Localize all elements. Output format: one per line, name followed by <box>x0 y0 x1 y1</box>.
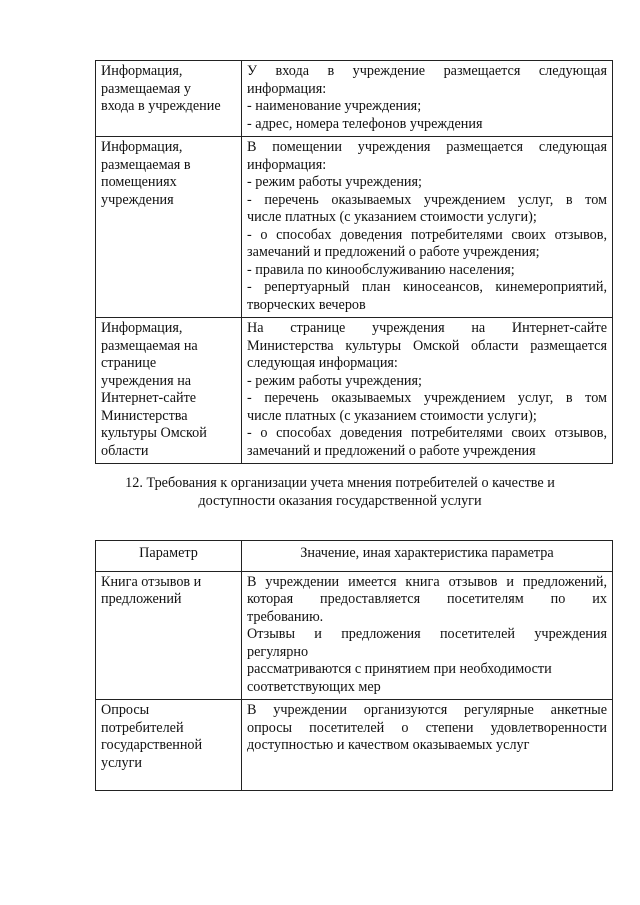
value-line: В учреждении организуются регулярные анкетные <box>247 702 607 718</box>
value-line: - о способах доведения потребителями своих отзывов, <box>247 425 607 441</box>
info-placement-table <box>95 60 613 464</box>
value-line: Министерства культуры Омской области размещается <box>247 337 607 354</box>
value-line: числе платных (с указанием стоимости услуги); <box>247 407 537 424</box>
value-line: регулярно <box>247 643 309 660</box>
value-line: следующая информация: <box>247 355 398 371</box>
value-line: - перечень оказываемых учреждением услуг, в том <box>247 191 607 208</box>
table-row <box>96 137 613 318</box>
value-line: - о способах доведения потребителями своих отзывов, <box>247 226 607 243</box>
value-line: В помещении учреждения размещается следующая <box>247 139 607 155</box>
value-line: опросы посетителей о степени удовлетворенности <box>247 719 607 736</box>
value-line: - адрес, номера телефонов учреждения <box>247 115 483 132</box>
value-line: - наименование учреждения; <box>247 98 422 114</box>
row-value <box>242 61 613 137</box>
section-heading-line: доступности оказания государственной услуги <box>198 493 482 509</box>
row-label: Книга отзывов и предложений <box>96 571 242 700</box>
row-value <box>242 318 613 464</box>
value-line: информация: <box>247 156 327 173</box>
feedback-requirements-table <box>95 540 613 791</box>
value-line: - режим работы учреждения; <box>247 174 422 190</box>
table-row <box>96 571 613 700</box>
value-line: У входа в учреждение размещается следующая <box>247 63 607 79</box>
table-row <box>96 61 613 137</box>
section-heading <box>80 474 600 510</box>
value-line: замечаний и предложений о работе учреждения <box>247 442 536 459</box>
value-line: требованию. <box>247 608 324 625</box>
value-line: доступностью и качеством оказываемых услуг <box>247 737 530 753</box>
row-value <box>242 700 613 791</box>
value-line: В учреждении имеется книга отзывов и предложений, <box>247 573 607 590</box>
value-line: - перечень оказываемых учреждением услуг, в том <box>247 390 607 406</box>
column-header: Значение, иная характеристика параметра <box>242 541 613 572</box>
value-line: замечаний и предложений о работе учреждения; <box>247 244 540 260</box>
section-heading-line: 12. Требования к организации учета мнения потребителей о качестве и <box>125 475 555 491</box>
value-line: творческих вечеров <box>247 296 366 313</box>
row-value <box>242 571 613 700</box>
value-line: которая предоставляется посетителям по их <box>247 591 607 607</box>
value-line: Отзывы и предложения посетителей учреждения <box>247 626 607 642</box>
row-label: Опросы потребителей государственной услуги <box>96 700 242 791</box>
value-line: - режим работы учреждения; <box>247 372 422 389</box>
value-line: На странице учреждения на Интернет-сайте <box>247 320 607 336</box>
row-label: Информация, размещаемая у входа в учреждение <box>96 61 242 137</box>
table-row <box>96 700 613 791</box>
row-value <box>242 137 613 318</box>
row-label: Информация, размещаемая в помещениях учреждения <box>96 137 242 318</box>
column-header: Параметр <box>96 541 242 572</box>
value-line: информация: <box>247 80 327 97</box>
row-label: Информация, размещаемая на странице учреждения на Интернет-сайте Министерства культуры Омской области <box>96 318 242 464</box>
value-line: соответствующих мер <box>247 678 381 695</box>
value-line: - репертуарный план киносеансов, кинемероприятий, <box>247 279 607 295</box>
value-line: рассматриваются с принятием при необходимости <box>247 661 552 677</box>
table-header-row <box>96 541 613 572</box>
table-row <box>96 318 613 464</box>
value-line: - правила по кинообслуживанию населения; <box>247 261 515 278</box>
value-line: числе платных (с указанием стоимости услуги); <box>247 209 537 225</box>
